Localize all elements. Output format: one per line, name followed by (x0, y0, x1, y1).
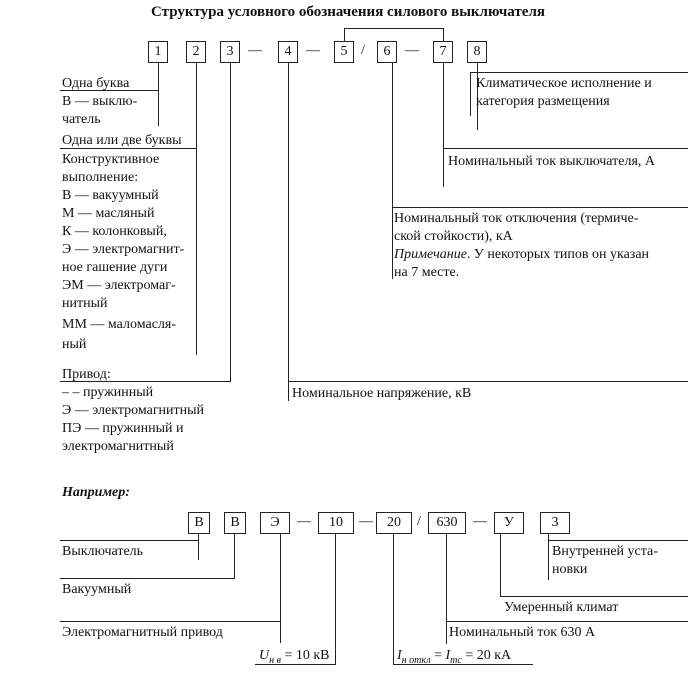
example-box-8: 3 (540, 512, 570, 534)
scheme-box-2: 2 (186, 41, 206, 63)
example-heading: Например: (62, 485, 130, 500)
ex-leader-2 (234, 534, 235, 578)
label-rated-voltage: Номинальное напряжение, кВ (292, 386, 472, 401)
leader-2 (196, 63, 197, 355)
bracket-left (344, 28, 345, 41)
ex-leader-5 (393, 534, 394, 664)
example-box-3: Э (260, 512, 290, 534)
bracket-top (344, 28, 444, 29)
example-box-6: 630 (428, 512, 466, 534)
ex-leader-2-h (60, 578, 235, 579)
ex-current-formula (397, 647, 511, 670)
leader-4 (288, 63, 289, 401)
scheme-dash-3: — (405, 43, 419, 58)
label-drive: Привод: (62, 367, 111, 382)
ex-label-vacuum: Вакуумный (62, 582, 132, 597)
label-climate-2: категория размещения (476, 94, 610, 109)
label-lowoil-2: ный (62, 337, 87, 352)
ex-leader-4 (335, 534, 336, 664)
leader-8-h (470, 72, 688, 73)
ex-current-value: = 20 кА (461, 648, 512, 663)
example-slash: / (417, 514, 421, 529)
ex-current-subscript-2: тс (450, 654, 462, 666)
scheme-box-7: 7 (433, 41, 453, 63)
scheme-box-5: 5 (334, 41, 354, 63)
bracket-right (443, 28, 444, 41)
leader-6-h (392, 207, 688, 208)
label-spring: – – пружинный (62, 385, 154, 400)
ex-label-moderate-climate: Умеренный климат (504, 600, 619, 615)
page-title: Структура условного обозначения силового выключателя (151, 4, 545, 20)
ex-voltage-value: = 10 кВ (280, 648, 330, 663)
label-rated-current: Номинальный ток выключателя, А (448, 154, 656, 169)
leader-1 (158, 63, 159, 126)
label-pe-1: ПЭ — пружинный и (62, 421, 184, 436)
ex-leader-7 (500, 534, 501, 596)
label-emt-1: ЭМ — электромаг- (62, 278, 176, 293)
scheme-box-6: 6 (377, 41, 397, 63)
example-box-2: В (224, 512, 246, 534)
label-construct-2: выполнение: (62, 170, 139, 185)
ex-label-rated-current-630: Номинальный ток 630 А (449, 625, 596, 640)
example-box-7: У (494, 512, 524, 534)
note-heading: Примечание (394, 247, 467, 262)
leader-6 (392, 63, 393, 279)
scheme-box-8: 8 (467, 41, 487, 63)
ex-current-eq: = (430, 648, 446, 663)
ex-label-indoor-2: новки (552, 562, 588, 577)
label-column: К — колонковый, (62, 224, 167, 239)
label-climate-1: Климатическое исполнение и (476, 76, 652, 91)
example-box-1: В (188, 512, 210, 534)
ex-label-em-drive: Электромагнитный привод (62, 625, 223, 640)
label-em-drive: Э — электромагнитный (62, 403, 205, 418)
ex-leader-1-h (60, 540, 199, 541)
label-chatel: чатель (62, 112, 101, 127)
ex-current-symbol-2: I (445, 648, 451, 663)
ex-voltage-symbol: U (259, 648, 270, 663)
label-one-two-letters: Одна или две буквы (62, 133, 182, 148)
label-oil: М — масляный (62, 206, 155, 221)
scheme-dash-2: — (306, 43, 320, 58)
ex-voltage-subscript: н в (269, 654, 281, 666)
ex-leader-6-h (446, 621, 688, 622)
label-emt-2: нитный (62, 296, 108, 311)
leader-7-h (443, 148, 688, 149)
label-breaking-current-1: Номинальный ток отключения (термиче- (394, 211, 639, 226)
leader-4-h (288, 381, 688, 382)
label-note-2: на 7 месте. (394, 265, 460, 280)
leader-7 (443, 63, 444, 187)
scheme-box-4: 4 (278, 41, 298, 63)
example-dash-3: — (473, 514, 487, 529)
leader-8-v2 (470, 72, 471, 116)
scheme-dash-1: — (248, 43, 262, 58)
label-v-breaker: В — выклю- (62, 94, 138, 109)
ex-label-breaker: Выключатель (62, 544, 144, 559)
leader-3 (230, 63, 231, 381)
label-construct-1: Конструктивное (62, 152, 160, 167)
ex-label-indoor-1: Внутренней уста- (552, 544, 658, 559)
example-dash-2: — (359, 514, 373, 529)
ex-leader-3-h (60, 621, 281, 622)
ex-leader-3 (280, 534, 281, 643)
label-pe-2: электромагнитный (62, 439, 174, 454)
label-em-2: ное гашение дуги (62, 260, 168, 275)
ex-leader-6 (446, 534, 447, 644)
example-dash-1: — (297, 514, 311, 529)
label-one-letter: Одна буква (62, 76, 130, 91)
label-vacuum: В — вакуумный (62, 188, 159, 203)
example-box-5: 20 (376, 512, 412, 534)
scheme-box-1: 1 (148, 41, 168, 63)
ex-voltage-formula (259, 647, 329, 670)
ex-leader-8-h (548, 540, 688, 541)
example-box-4: 10 (318, 512, 354, 534)
label-em-1: Э — электромагнит- (62, 242, 185, 257)
label-lowoil-1: ММ — маломасля- (62, 317, 176, 332)
note-text: . У некоторых типов он указан (466, 247, 650, 262)
ex-leader-1 (198, 534, 199, 560)
ex-leader-7-h (500, 596, 688, 597)
scheme-slash: / (361, 43, 365, 58)
scheme-box-3: 3 (220, 41, 240, 63)
ex-current-subscript-1: н откл (401, 654, 431, 666)
label-note (394, 246, 649, 264)
ex-current-symbol-1: I (397, 648, 402, 663)
label-breaking-current-2: ской стойкости), кА (394, 229, 513, 244)
